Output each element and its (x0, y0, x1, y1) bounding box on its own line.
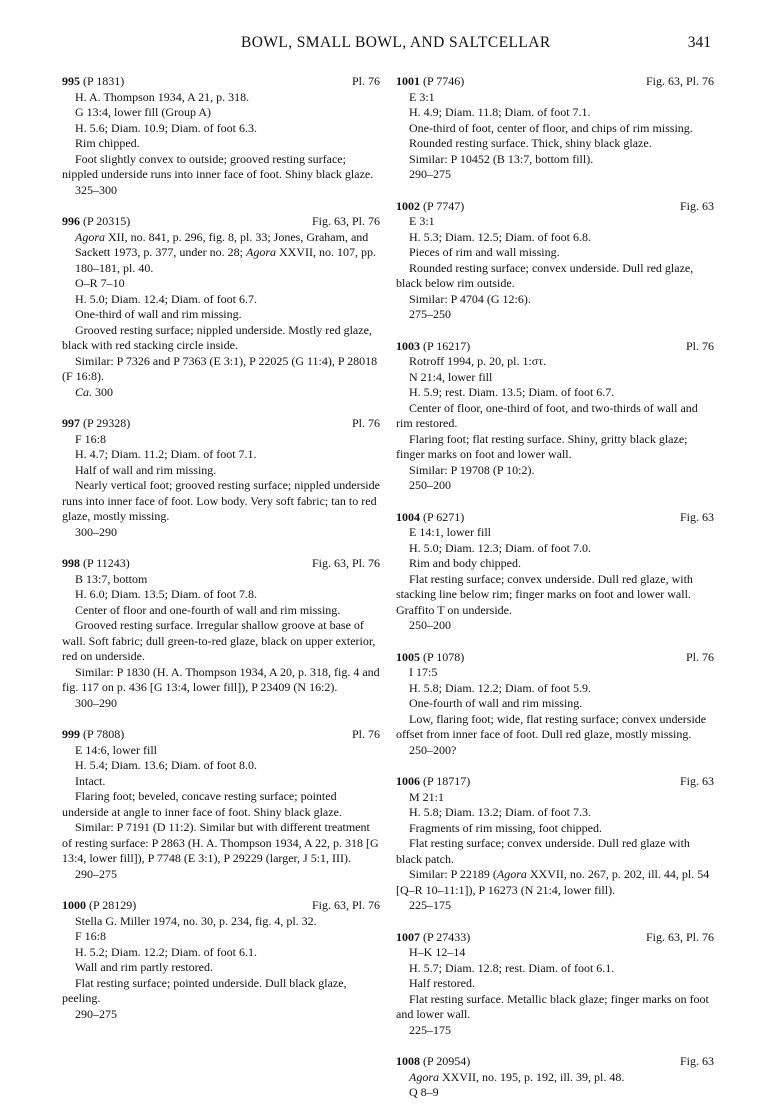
catalog-number: 1006 (396, 774, 420, 788)
catalog-number: 999 (62, 727, 80, 741)
catalog-number: 1007 (396, 929, 420, 944)
entry-line: G 13:4, lower fill (Group A) (75, 105, 211, 119)
catalog-entry (396, 650, 714, 759)
entry-date: 290–275 (75, 1006, 117, 1021)
figure-plate-refs: Fig. 63 (679, 1054, 714, 1068)
entry-line: Center of floor and one-fourth of wall and rim missing. (75, 602, 341, 617)
entry-line: H. A. Thompson 1934, A 21, p. 318. (75, 89, 250, 104)
entry-number: 1001 (P 7746) (396, 74, 465, 88)
entry-number: 1000 (P 28129) (62, 898, 137, 912)
catalog-entry (396, 199, 714, 323)
catalog-entry (396, 510, 714, 634)
entry-line: F 16:8 (75, 431, 107, 446)
catalog-number: 995 (62, 74, 80, 88)
entry-line: H. 5.8; Diam. 13.2; Diam. of foot 7.3. (409, 805, 591, 819)
figure-plate-refs: Pl. 76 (685, 649, 714, 664)
catalog-number: 1008 (396, 1054, 420, 1068)
catalog-entry (62, 74, 380, 198)
entry-line: H. 6.0; Diam. 13.5; Diam. of foot 7.8. (75, 587, 257, 601)
running-header (0, 34, 764, 54)
entry-number: 995 (P 1831) (62, 74, 125, 88)
figure-plate-refs: Pl. 76 (351, 74, 380, 88)
catalog-entry (396, 774, 714, 914)
entry-date: 275–250 (409, 307, 451, 321)
entry-paragraph: Similar: P 7326 and P 7363 (E 3:1), P 22025 (G 11:4), P 28018 (F 16:8). (62, 353, 378, 383)
entry-heading (396, 199, 714, 215)
entry-heading (396, 1054, 714, 1070)
entry-line: H. 5.9; rest. Diam. 13.5; Diam. of foot 6.7. (409, 385, 615, 399)
entry-line: H. 5.4; Diam. 13.6; Diam. of foot 8.0. (75, 758, 257, 772)
entry-line: Intact. (75, 773, 106, 788)
entry-line: Stella G. Miller 1974, no. 30, p. 234, fig. 4, pl. 32. (75, 913, 317, 928)
entry-heading (396, 339, 714, 355)
entry-number: 1004 (P 6271) (396, 509, 465, 524)
entry-heading (396, 774, 714, 790)
entry-number: 1003 (P 16217) (396, 338, 471, 353)
catalog-entry (62, 898, 380, 1022)
entry-paragraph: Low, flaring foot; wide, flat resting surface; convex underside offset from inner face of foot. Dull red glaze, mostly missing. (396, 711, 707, 741)
entry-heading (62, 74, 380, 90)
entry-line: I 17:5 (409, 665, 438, 679)
entry-date: 250–200 (409, 618, 451, 632)
entry-line: O–R 7–10 (75, 276, 125, 290)
entry-paragraph: Flat resting surface; convex underside. Dull red glaze with black patch. (396, 836, 690, 866)
catalog-number: 1000 (62, 898, 86, 912)
figure-plate-refs: Fig. 63, Pl. 76 (311, 898, 380, 912)
figure-plate-refs: Pl. 76 (351, 416, 380, 430)
entry-number: 1007 (P 27433) (396, 929, 471, 944)
entry-number: 1002 (P 7747) (396, 198, 465, 213)
catalog-number: 1005 (396, 649, 420, 664)
entry-line: H. 5.0; Diam. 12.3; Diam. of foot 7.0. (409, 540, 591, 555)
catalog-number: 998 (62, 556, 80, 570)
entry-line: H. 5.0; Diam. 12.4; Diam. of foot 6.7. (75, 291, 257, 306)
entry-date: 300–290 (75, 695, 117, 710)
right-column (396, 74, 714, 1117)
entry-date: Ca. 300 (75, 384, 114, 399)
entry-paragraph: Nearly vertical foot; grooved resting surface; nippled underside runs into inner face of foot. Low body. Very soft fabric; tan to red glaze, mostly missing. (62, 478, 380, 523)
entry-line: Rim chipped. (75, 136, 140, 150)
entry-heading (62, 556, 380, 572)
entry-number: 996 (P 20315) (62, 214, 131, 228)
entry-line: E 3:1 (409, 89, 435, 104)
entry-paragraph: Grooved resting surface. Irregular shallow groove at base of wall. Soft fabric; dull green-to-red glaze, black on upper exterior, red on underside. (62, 618, 376, 663)
entry-line: H. 5.2; Diam. 12.2; Diam. of foot 6.1. (75, 944, 257, 959)
entry-line: Half of wall and rim missing. (75, 462, 217, 477)
entry-line: H. 5.3; Diam. 12.5; Diam. of foot 6.8. (409, 229, 591, 244)
entry-paragraph: Flaring foot; beveled, concave resting surface; pointed underside at angle to inner face of foot. Shiny black glaze. (62, 789, 342, 819)
entry-date: 250–200? (409, 742, 457, 757)
entry-number: 997 (P 29328) (62, 416, 131, 430)
entry-line: Agora XII, no. 841, p. 296, fig. 8, pl. 33; Jones, Graham, and Sackett 1973, p. 377, under no. 28; Agora XXVII, no. 107, pp. 180–181, pl. 40. (75, 229, 376, 275)
entry-line: One-third of wall and rim missing. (75, 307, 242, 321)
figure-plate-refs: Fig. 63 (679, 774, 714, 788)
entry-line: H. 4.9; Diam. 11.8; Diam. of foot 7.1. (409, 105, 591, 119)
entry-line: N 21:4, lower fill (409, 369, 493, 384)
entry-line: M 21:1 (409, 789, 445, 804)
catalog-number: 1002 (396, 198, 420, 213)
entry-paragraph: Flaring foot; flat resting surface. Shiny, gritty black glaze; finger marks on foot and lower wall. (396, 431, 688, 461)
figure-plate-refs: Fig. 63, Pl. 76 (645, 929, 714, 944)
entry-line: Rotroff 1994, p. 20, pl. 1:στ. (409, 354, 547, 368)
catalog-number: 1001 (396, 74, 420, 88)
entry-number: 999 (P 7808) (62, 727, 125, 741)
entry-line: One-fourth of wall and rim missing. (409, 696, 583, 710)
entry-line: H. 5.7; Diam. 12.8; rest. Diam. of foot 6.1. (409, 960, 615, 975)
entry-paragraph: Grooved resting surface; nippled underside. Mostly red glaze, black with red stacking circle inside. (62, 322, 372, 352)
entry-heading (62, 898, 380, 914)
entry-line: H. 4.7; Diam. 11.2; Diam. of foot 7.1. (75, 447, 257, 461)
entry-heading (62, 416, 380, 432)
entry-number: 1005 (P 1078) (396, 649, 465, 664)
entry-line: H–K 12–14 (409, 945, 466, 959)
catalog-entry (396, 1054, 714, 1101)
catalog-number: 997 (62, 416, 80, 430)
entry-paragraph: Similar: P 22189 (Agora XXVII, no. 267, p. 202, ill. 44, pl. 54 [Q–R 10–11:1]), P 16273 (N 21:4, lower fill). (396, 867, 710, 897)
figure-plate-refs: Pl. 76 (351, 727, 380, 741)
entry-paragraph: Similar: P 7191 (D 11:2). Similar but with different treatment of resting surface: P 2863 (H. A. Thompson 1934, A 22, p. 318 [G 13:4, lower fill]), P 7748 (E 3:1), P 29229 (larger, J 5:1, III). (62, 820, 379, 865)
entry-paragraph: Center of floor, one-third of foot, and two-thirds of wall and rim restored. (396, 400, 698, 430)
left-column (62, 74, 380, 1038)
entry-line: H. 5.6; Diam. 10.9; Diam. of foot 6.3. (75, 120, 257, 135)
entry-line: Agora XXVII, no. 195, p. 192, ill. 39, pl. 48. (409, 1069, 625, 1084)
entry-date: 225–175 (409, 1022, 451, 1037)
entry-heading (396, 650, 714, 666)
entry-heading (62, 214, 380, 230)
figure-plate-refs: Fig. 63, Pl. 76 (645, 74, 714, 88)
entry-date: 250–200 (409, 478, 451, 492)
figure-plate-refs: Fig. 63, Pl. 76 (311, 556, 380, 570)
entry-line: Similar: P 10452 (B 13:7, bottom fill). (409, 151, 594, 166)
catalog-number: 1003 (396, 338, 420, 353)
figure-plate-refs: Fig. 63, Pl. 76 (311, 214, 380, 228)
entry-heading (396, 74, 714, 90)
page-number: 341 (687, 34, 711, 51)
entry-paragraph: Similar: P 4704 (G 12:6). (409, 291, 531, 306)
entry-date: 290–275 (409, 167, 451, 181)
figure-plate-refs: Pl. 76 (685, 338, 714, 353)
catalog-entry (396, 339, 714, 494)
catalog-entry (396, 74, 714, 183)
catalog-entry (62, 214, 380, 400)
entry-paragraph: Flat resting surface; convex underside. Dull red glaze, with stacking line below rim; finger marks on foot and lower wall. Graffito T on underside. (396, 571, 693, 617)
entry-paragraph: Similar: P 19708 (P 10:2). (409, 462, 535, 477)
entry-line: One-third of foot, center of floor, and chips of rim missing. (409, 120, 693, 135)
entry-line: H. 5.8; Diam. 12.2; Diam. of foot 5.9. (409, 680, 591, 695)
catalog-entry (62, 727, 380, 882)
entry-line: Rounded resting surface. Thick, shiny black glaze. (409, 136, 652, 150)
entry-line: Half restored. (409, 976, 475, 990)
entry-paragraph: Rounded resting surface; convex underside. Dull red glaze, black below rim outside. (396, 260, 694, 290)
catalog-entry (62, 416, 380, 540)
entry-number: 1008 (P 20954) (396, 1054, 471, 1068)
entry-date: 325–300 (75, 182, 117, 197)
entry-heading (396, 510, 714, 526)
entry-line: B 13:7, bottom (75, 571, 148, 586)
catalog-number: 996 (62, 214, 80, 228)
entry-heading (396, 930, 714, 946)
catalog-entry (62, 556, 380, 711)
entry-date: 300–290 (75, 524, 117, 539)
entry-number: 1006 (P 18717) (396, 774, 471, 788)
catalog-entry (396, 930, 714, 1039)
entry-date: 225–175 (409, 898, 451, 912)
entry-line: Pieces of rim and wall missing. (409, 245, 560, 259)
entry-line: E 14:1, lower fill (409, 525, 491, 539)
entry-line: Q 8–9 (409, 1085, 439, 1099)
running-title: BOWL, SMALL BOWL, AND SALTCELLAR (241, 34, 551, 51)
entry-line: Fragments of rim missing, foot chipped. (409, 820, 602, 835)
figure-plate-refs: Fig. 63 (679, 509, 714, 524)
entry-paragraph: Foot slightly convex to outside; grooved resting surface; nippled underside runs into inner face of foot. Shiny black glaze. (62, 151, 374, 181)
entry-line: E 3:1 (409, 214, 435, 228)
entry-line: Rim and body chipped. (409, 556, 521, 570)
entry-paragraph: Similar: P 1830 (H. A. Thompson 1934, A 20, p. 318, fig. 4 and fig. 117 on p. 436 [G 13:4, lower fill]), P 23409 (N 16:2). (62, 664, 380, 694)
entry-paragraph: Flat resting surface. Metallic black glaze; finger marks on foot and lower wall. (396, 991, 709, 1021)
entry-line: F 16:8 (75, 929, 107, 943)
entry-paragraph: Flat resting surface; pointed underside. Dull black glaze, peeling. (62, 975, 347, 1005)
entry-line: E 14:6, lower fill (75, 742, 157, 757)
entry-date: 290–275 (75, 866, 117, 881)
figure-plate-refs: Fig. 63 (679, 198, 714, 213)
entry-heading (62, 727, 380, 743)
catalog-number: 1004 (396, 509, 420, 524)
entry-number: 998 (P 11243) (62, 556, 130, 570)
entry-line: Wall and rim partly restored. (75, 960, 213, 974)
